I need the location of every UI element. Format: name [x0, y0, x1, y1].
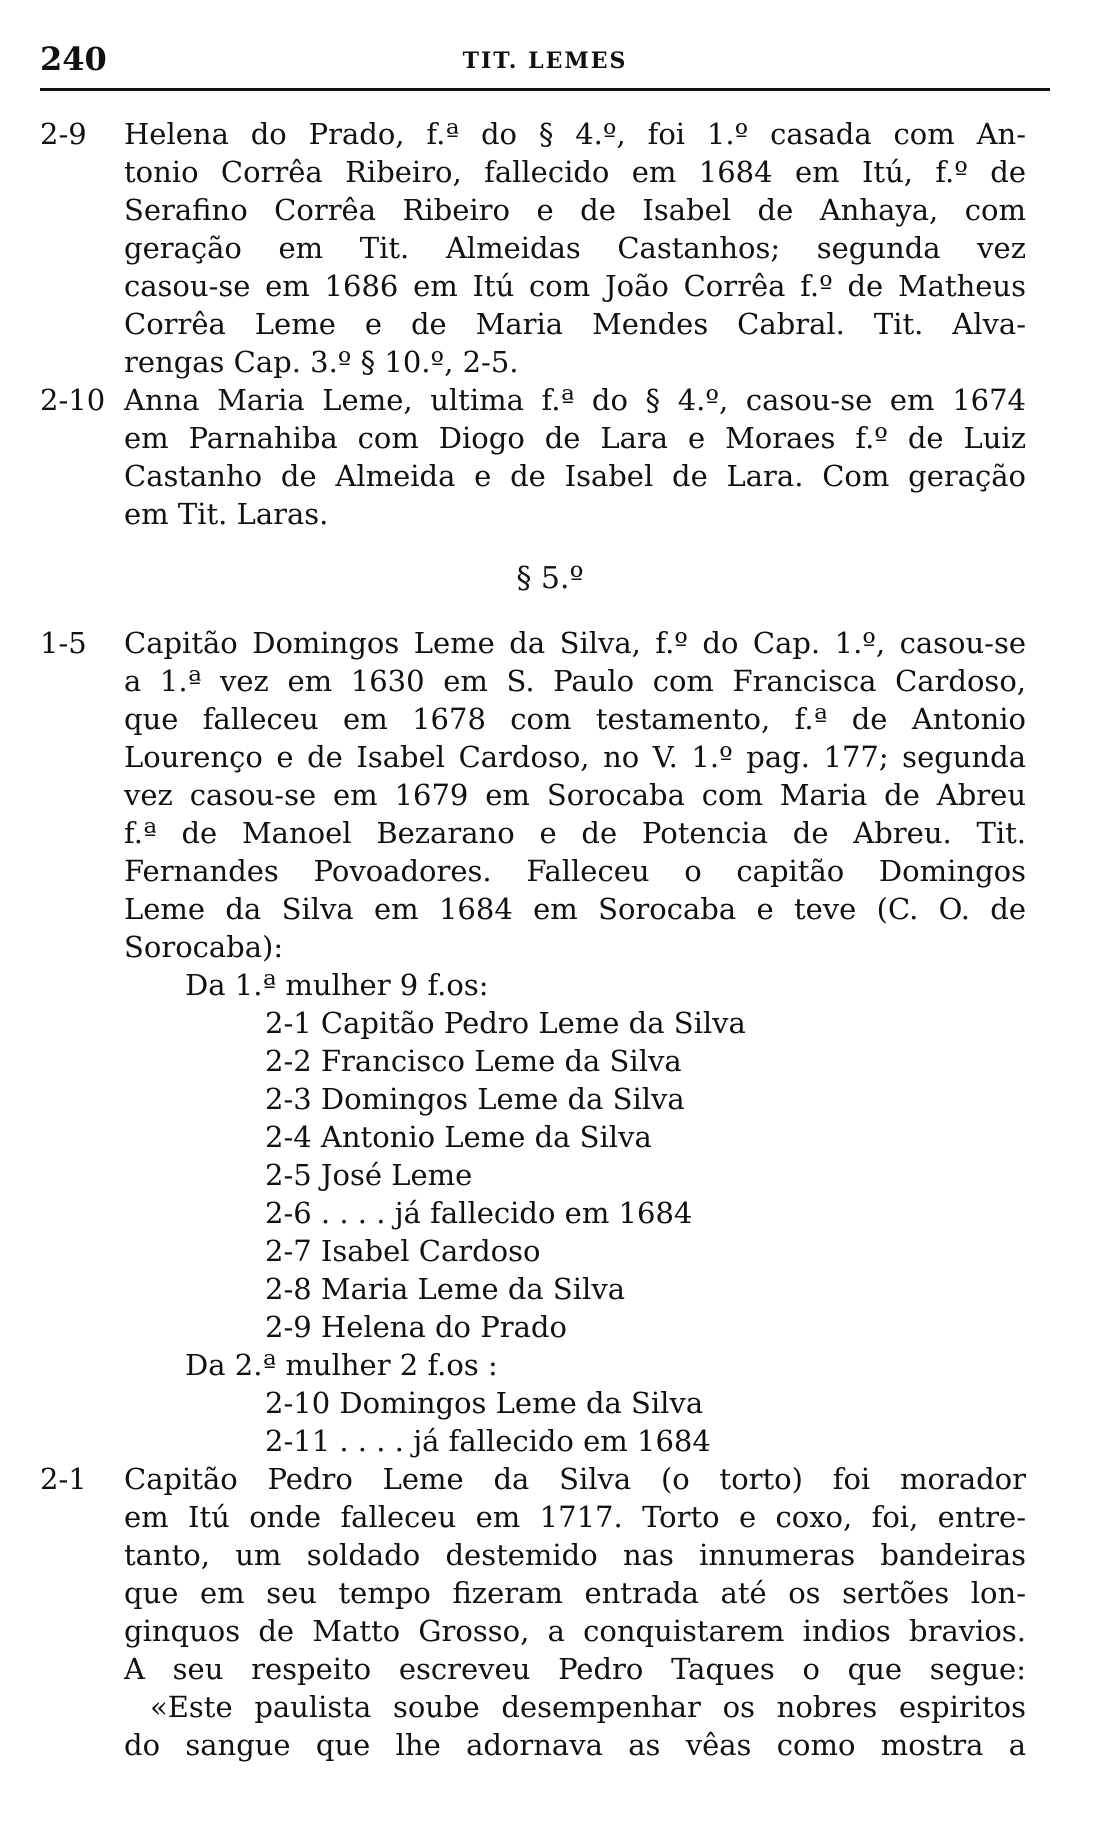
page-number: 240 [40, 40, 107, 78]
entry-number: 1-5 [40, 626, 87, 660]
text-line: Capitão Pedro Leme da Silva (o torto) foi morador [124, 1462, 1026, 1496]
text-line: Corrêa Leme e de Maria Mendes Cabral. Tit. Alva- [124, 307, 1026, 341]
text-line: Serafino Corrêa Ribeiro e de Isabel de Anhaya, com [124, 193, 1026, 227]
text-line: tonio Corrêa Ribeiro, fallecido em 1684 em Itú, f.º de [124, 155, 1026, 189]
text-line: tanto, um soldado destemido nas innumeras bandeiras [124, 1538, 1026, 1572]
text-line: que em seu tempo fizeram entrada até os sertões lon- [124, 1576, 1026, 1610]
text-line: Lourenço e de Isabel Cardoso, no V. 1.º pag. 177; segunda [124, 740, 1026, 774]
child-item: 2-3 Domingos Leme da Silva [265, 1082, 685, 1116]
text-line: «Este paulista soube desempenhar os nobres espiritos [150, 1690, 1026, 1724]
text-line: em Itú onde falleceu em 1717. Torto e coxo, foi, entre- [124, 1500, 1026, 1534]
text-line: Leme da Silva em 1684 em Sorocaba e teve (C. O. de [124, 892, 1026, 926]
text-line: Fernandes Povoadores. Falleceu o capitão Domingos [124, 854, 1026, 888]
header-rule [40, 88, 1050, 91]
child-item: 2-2 Francisco Leme da Silva [265, 1044, 682, 1078]
child-item: 2-1 Capitão Pedro Leme da Silva [265, 1006, 746, 1040]
text-line: geração em Tit. Almeidas Castanhos; segunda vez [124, 231, 1026, 265]
section-heading: § 5.º [516, 561, 584, 596]
text-line: em Parnahiba com Diogo de Lara e Moraes f.º de Luiz [124, 421, 1026, 455]
child-item: 2-4 Antonio Leme da Silva [265, 1120, 652, 1154]
entry-number: 2-1 [40, 1462, 87, 1496]
children-heading: Da 1.ª mulher 9 f.os: [185, 968, 489, 1002]
text-line: que falleceu em 1678 com testamento, f.ª de Antonio [124, 702, 1026, 736]
text-line: Castanho de Almeida e de Isabel de Lara. Com geração [124, 459, 1026, 493]
child-item: 2-7 Isabel Cardoso [265, 1234, 541, 1268]
running-title: TIT. LEMES [462, 48, 628, 74]
child-item: 2-5 José Leme [265, 1158, 473, 1192]
text-line: Capitão Domingos Leme da Silva, f.º do Cap. 1.º, casou-se [124, 626, 1026, 660]
text-line: do sangue que lhe adornava as vêas como mostra a [124, 1728, 1026, 1762]
children-heading: Da 2.ª mulher 2 f.os : [185, 1348, 498, 1382]
text-line: Sorocaba): [124, 930, 284, 964]
child-item: 2-8 Maria Leme da Silva [265, 1272, 626, 1306]
child-item: 2-9 Helena do Prado [265, 1310, 567, 1344]
text-line: Anna Maria Leme, ultima f.ª do § 4.º, casou-se em 1674 [124, 383, 1026, 417]
text-line: f.ª de Manoel Bezarano e de Potencia de Abreu. Tit. [124, 816, 1026, 850]
child-item: 2-6 . . . . já fallecido em 1684 [265, 1196, 693, 1230]
text-line: rengas Cap. 3.º § 10.º, 2-5. [124, 345, 519, 379]
entry-number: 2-10 [40, 383, 106, 417]
entry-number: 2-9 [40, 117, 87, 151]
child-item: 2-10 Domingos Leme da Silva [265, 1386, 704, 1420]
text-line: ginquos de Matto Grosso, a conquistarem indios bravios. [124, 1614, 1026, 1648]
child-item: 2-11 . . . . já fallecido em 1684 [265, 1424, 711, 1458]
text-line: a 1.ª vez em 1630 em S. Paulo com Francisca Cardoso, [124, 664, 1026, 698]
text-line: A seu respeito escreveu Pedro Taques o que segue: [124, 1652, 1026, 1686]
text-line: vez casou-se em 1679 em Sorocaba com Maria de Abreu [124, 778, 1026, 812]
text-line: Helena do Prado, f.ª do § 4.º, foi 1.º casada com An- [124, 117, 1026, 151]
text-line: casou-se em 1686 em Itú com João Corrêa f.º de Matheus [124, 269, 1026, 303]
page-header [40, 40, 1050, 90]
text-line: em Tit. Laras. [124, 497, 329, 531]
